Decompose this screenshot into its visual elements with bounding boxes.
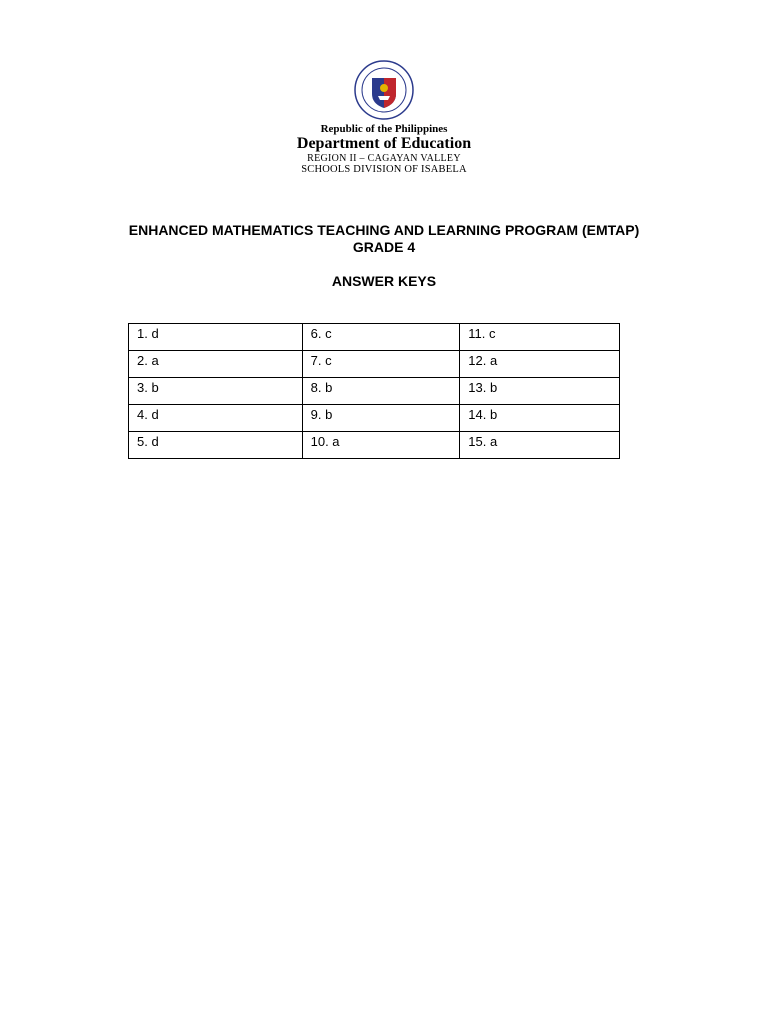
answer-cell: 3. b xyxy=(129,378,303,405)
table-row xyxy=(129,405,620,432)
division-label: SCHOOLS DIVISION OF ISABELA xyxy=(301,164,467,176)
answer-cell: 6. c xyxy=(302,324,460,351)
answer-keys-table xyxy=(128,323,620,459)
answer-cell: 4. d xyxy=(129,405,303,432)
letterhead xyxy=(0,60,768,176)
table-row xyxy=(129,432,620,459)
answer-cell: 12. a xyxy=(460,351,620,378)
table-row xyxy=(129,378,620,405)
answer-keys-heading: ANSWER KEYS xyxy=(331,273,437,289)
answer-cell: 9. b xyxy=(302,405,460,432)
deped-seal-logo xyxy=(354,60,414,120)
region-label: REGION II – CAGAYAN VALLEY xyxy=(307,153,461,165)
answer-cell: 14. b xyxy=(460,405,620,432)
grade-title: GRADE 4 xyxy=(352,239,416,255)
republic-label: Republic of the Philippines xyxy=(320,123,448,135)
answer-cell: 7. c xyxy=(302,351,460,378)
document-title xyxy=(0,222,768,256)
program-title: ENHANCED MATHEMATICS TEACHING AND LEARNING PROGRAM (EMTAP) xyxy=(128,222,640,238)
table-row xyxy=(129,351,620,378)
answer-cell: 1. d xyxy=(129,324,303,351)
table-row xyxy=(129,324,620,351)
answer-cell: 13. b xyxy=(460,378,620,405)
answer-cell: 8. b xyxy=(302,378,460,405)
department-label: Department of Education xyxy=(296,135,472,153)
answer-cell: 10. a xyxy=(302,432,460,459)
answer-cell: 11. c xyxy=(460,324,620,351)
answer-cell: 15. a xyxy=(460,432,620,459)
answer-cell: 5. d xyxy=(129,432,303,459)
answer-cell: 2. a xyxy=(129,351,303,378)
